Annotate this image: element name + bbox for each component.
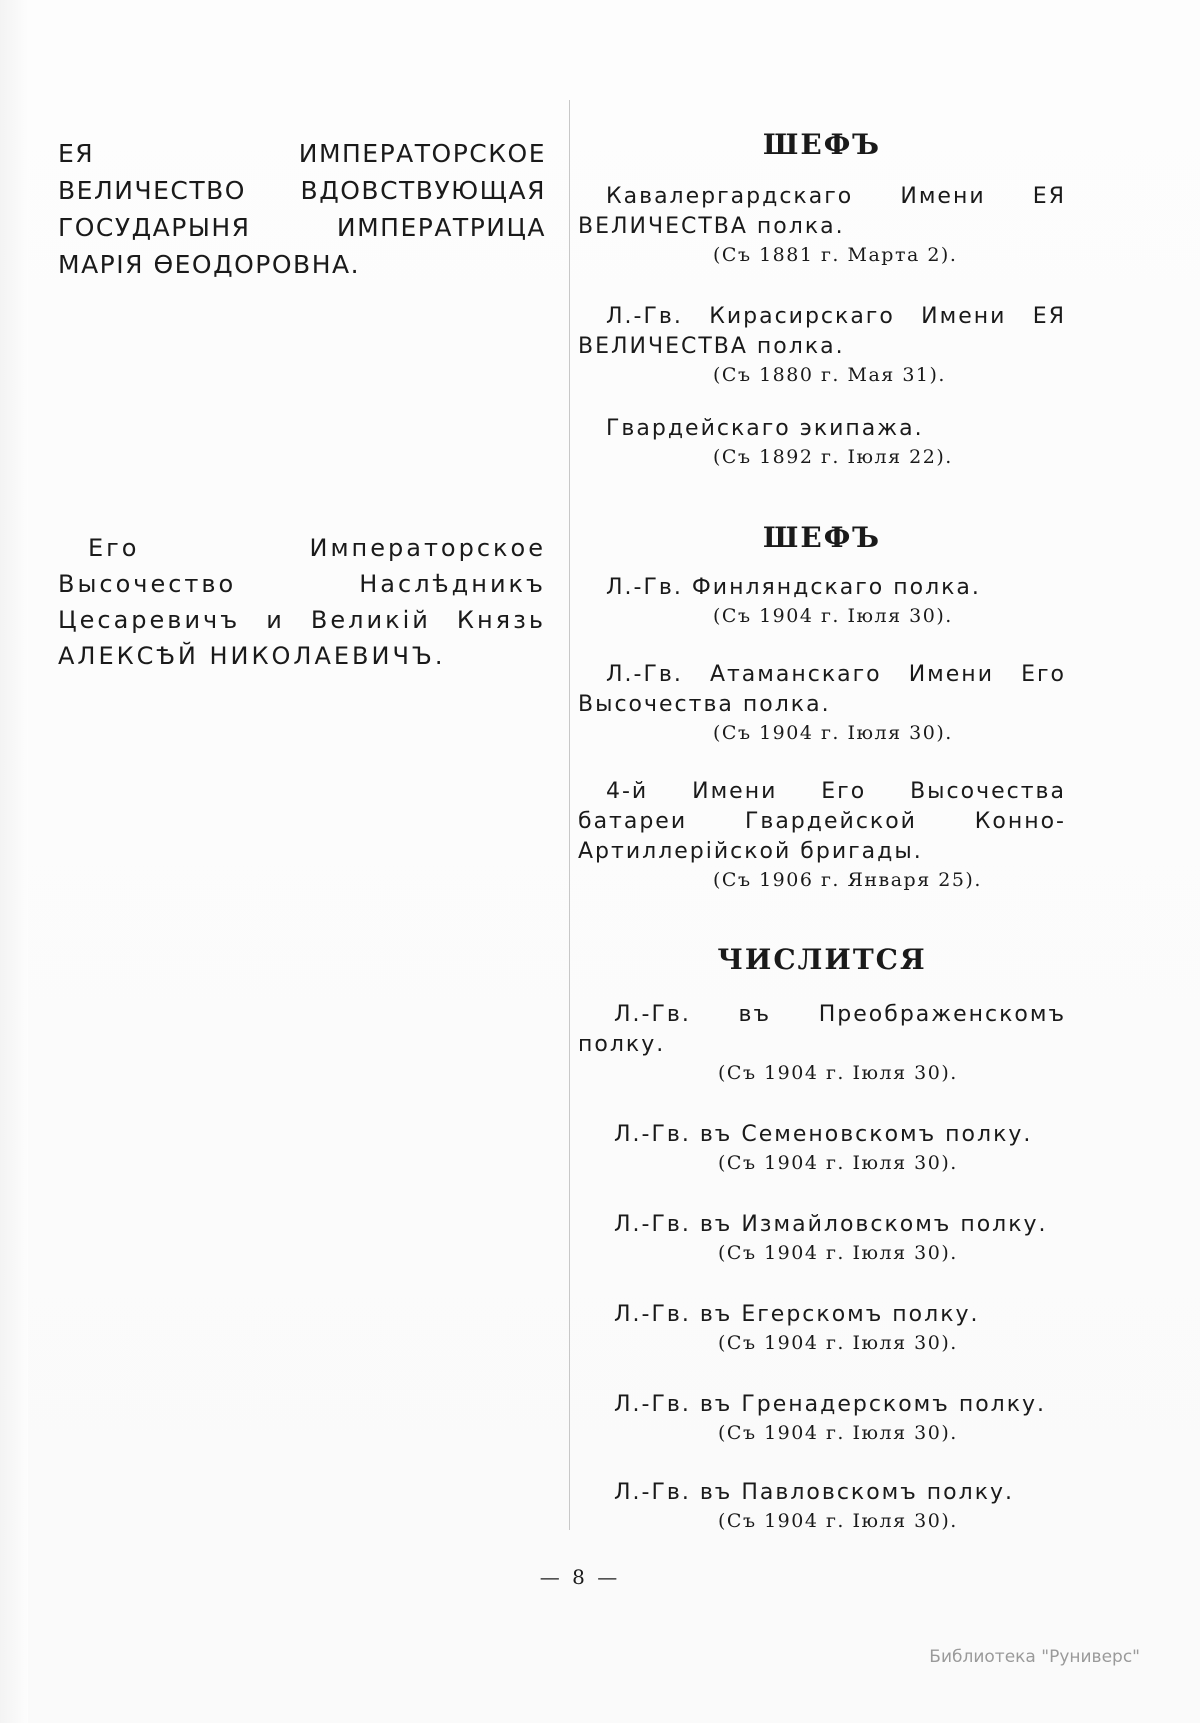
- list-item: [578, 182, 1066, 268]
- entry-text: Л.-Гв. Кирасирскаго Имени ЕЯ ВЕЛИЧЕСТВА полка.: [578, 304, 1066, 359]
- entry-date: (Съ 1880 г. Мая 31).: [713, 364, 946, 386]
- entry-text: Л.-Гв. въ Гренадерскомъ полку.: [614, 1392, 1047, 1417]
- entry-date: (Съ 1904 г. Іюля 30).: [718, 1152, 958, 1174]
- column-divider: [569, 100, 570, 1530]
- section-chef-heir: [578, 521, 1066, 893]
- entry-text: Л.-Гв. въ Семеновскомъ полку.: [614, 1122, 1033, 1147]
- list-item: [578, 660, 1066, 746]
- entry-date: (Съ 1904 г. Іюля 30).: [718, 1242, 958, 1264]
- entry-date: (Съ 1904 г. Іюля 30).: [718, 1332, 958, 1354]
- entry-text: Кавалергардскаго Имени ЕЯ ВЕЛИЧЕСТВА полка.: [578, 184, 1066, 239]
- list-item: [578, 1000, 1066, 1086]
- entry-date: (Съ 1904 г. Іюля 30).: [718, 1062, 958, 1084]
- entry-date: (Съ 1881 г. Марта 2).: [713, 244, 958, 266]
- list-item: [578, 1478, 1066, 1534]
- section-listed: [578, 943, 1066, 1534]
- page-number: — 8 —: [539, 1565, 621, 1589]
- entry-text: Л.-Гв. въ Егерскомъ полку.: [614, 1302, 980, 1327]
- list-item: [578, 1120, 1066, 1176]
- page-edge-shading: [0, 0, 28, 1723]
- empress-title-text: ЕЯ ИМПЕРАТОРСКОЕ ВЕЛИЧЕСТВО ВДОВСТВУЮЩАЯ ГОСУДАРЫНЯ ИМПЕРАТРИЦА МАРІЯ ѲЕОДОРОВНА.: [58, 139, 546, 279]
- list-item: [578, 302, 1066, 388]
- list-item: [578, 1210, 1066, 1266]
- section-heading: ЧИСЛИТСЯ: [717, 943, 927, 976]
- entry-text: Л.-Гв. въ Преображенскомъ полку.: [578, 1002, 1066, 1057]
- heir-title-block: [58, 530, 546, 674]
- library-watermark: Библиотека "Руниверс": [929, 1647, 1140, 1667]
- entry-text: Л.-Гв. Атаманскаго Имени Его Высочества полка.: [578, 662, 1066, 717]
- entry-text: Гвардейскаго экипажа.: [606, 416, 924, 441]
- entry-date: (Съ 1904 г. Іюля 30).: [713, 722, 953, 744]
- heir-title-text: Его Императорское Высочество Наслѣдникъ Цесаревичъ и Великій Князь АЛЕКСѢЙ НИКОЛАЕВИЧЪ.: [58, 534, 546, 670]
- empress-title-block: [58, 135, 546, 283]
- section-heading: ШЕФЪ: [762, 128, 882, 161]
- entry-text: Л.-Гв. Финляндскаго полка.: [606, 575, 981, 600]
- entry-text: Л.-Гв. въ Павловскомъ полку.: [614, 1480, 1015, 1505]
- list-item: [578, 1390, 1066, 1446]
- entry-text: Л.-Гв. въ Измайловскомъ полку.: [614, 1212, 1048, 1237]
- list-item: [578, 414, 1066, 470]
- entry-date: (Съ 1906 г. Января 25).: [713, 869, 982, 891]
- entry-date: (Съ 1904 г. Іюля 30).: [718, 1422, 958, 1444]
- entry-date: (Съ 1892 г. Іюля 22).: [713, 446, 953, 468]
- list-item: [578, 777, 1066, 893]
- section-chef-empress: [578, 128, 1066, 470]
- list-item: [578, 573, 1066, 629]
- entry-date: (Съ 1904 г. Іюля 30).: [713, 605, 953, 627]
- list-item: [578, 1300, 1066, 1356]
- section-heading: ШЕФЪ: [762, 521, 882, 554]
- entry-date: (Съ 1904 г. Іюля 30).: [718, 1510, 958, 1532]
- entry-text: 4-й Имени Его Высочества батареи Гвардейской Конно-Артиллерійской бригады.: [578, 779, 1066, 864]
